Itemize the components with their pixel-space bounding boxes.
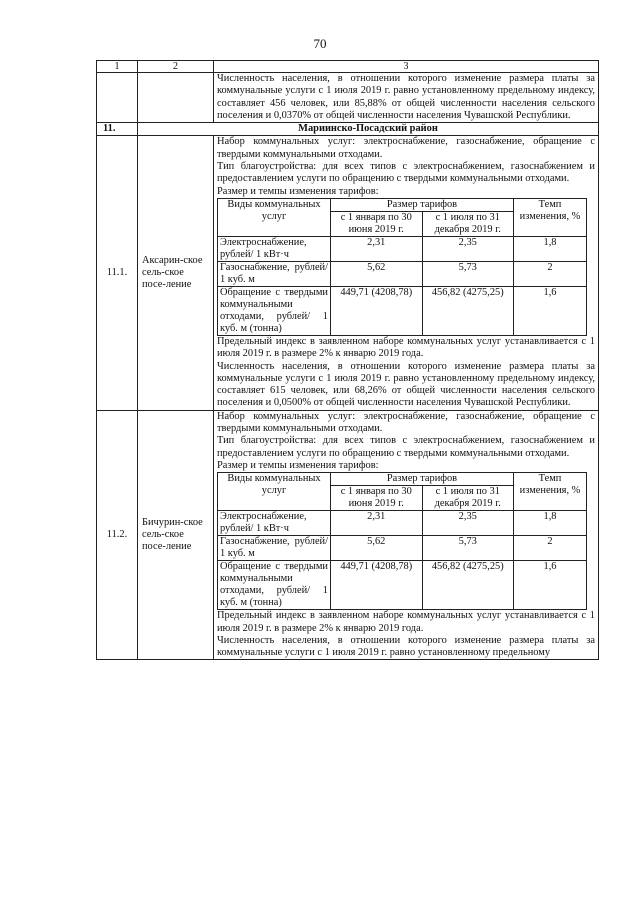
entry-content (214, 410, 599, 660)
index-text: Предельный индекс в заявленном наборе коммунальных услуг устанавливается с 1 июля 2019 г. в размере 2% к январю 2019 года. (217, 610, 595, 634)
settlement-name: Аксарин-ское сель-ское посе-ление (138, 136, 214, 410)
tariff-row (218, 536, 587, 561)
header-col-1: 1 (97, 61, 138, 73)
tariff-p2: 456,82 (4275,25) (422, 561, 514, 610)
tariff-rate: 2 (514, 261, 587, 286)
tariff-p1: 2,31 (331, 511, 423, 536)
head-rate: Темп изменения, % (514, 473, 587, 511)
tariff-p2: 456,82 (4275,25) (422, 286, 514, 335)
service-name: Электроснабжение, рублей/ 1 кВт·ч (218, 236, 331, 261)
improvement-text: Тип благоустройства: для всех типов с электроснабжением, газоснабжением и предоставлением услуги по обращению с твердыми коммунальными отходами. (217, 161, 595, 185)
tariff-row (218, 261, 587, 286)
tariff-rate: 1,8 (514, 511, 587, 536)
head-rate: Темп изменения, % (514, 198, 587, 236)
tariff-rate: 2 (514, 536, 587, 561)
tariff-p2: 2,35 (422, 511, 514, 536)
tariff-p2: 2,35 (422, 236, 514, 261)
district-number: 11. (97, 123, 138, 136)
service-name: Электроснабжение, рублей/ 1 кВт·ч (218, 511, 331, 536)
tariff-row (218, 511, 587, 536)
main-table (96, 60, 599, 660)
continuation-row (97, 73, 599, 123)
tariff-table (217, 472, 587, 610)
tariff-p1: 449,71 (4208,78) (331, 561, 423, 610)
services-text: Набор коммунальных услуг: электроснабжение, газоснабжение, обращение с твердыми коммунальными отходами. (217, 136, 595, 160)
service-name: Газоснабжение, рублей/ 1 куб. м (218, 536, 331, 561)
district-row (97, 123, 599, 136)
header-row (97, 61, 599, 73)
head-kinds: Виды коммунальных услуг (218, 198, 331, 236)
entry-row (97, 410, 599, 660)
entry-row (97, 136, 599, 410)
tariff-p1: 449,71 (4208,78) (331, 286, 423, 335)
tariff-rate: 1,6 (514, 561, 587, 610)
settlement-name: Бичурин-ское сель-ское посе-ление (138, 410, 214, 660)
head-period-1: с 1 января по 30 июня 2019 г. (331, 211, 423, 236)
improvement-text: Тип благоустройства: для всех типов с электроснабжением, газоснабжением и предоставлением услуги по обращению с твердыми коммунальными отходами. (217, 435, 595, 459)
head-size: Размер тарифов (331, 473, 514, 486)
tariff-p1: 5,62 (331, 261, 423, 286)
head-period-1: с 1 января по 30 июня 2019 г. (331, 486, 423, 511)
service-name: Обращение с твердыми коммунальными отходами, рублей/ 1 куб. м (тонна) (218, 286, 331, 335)
head-size: Размер тарифов (331, 198, 514, 211)
head-period-2: с 1 июля по 31 декабря 2019 г. (422, 211, 514, 236)
continuation-text: Численность населения, в отношении которого изменение размера платы за коммунальные услуги с 1 июля 2019 г. равно установленному предельному индексу, составляет 456 человек, или 85,88% от общей численности населения сельского поселения и 0,0370% от общей численности населения Чувашской Республики. (214, 73, 599, 123)
tariff-rate: 1,8 (514, 236, 587, 261)
header-col-2: 2 (138, 61, 214, 73)
population-text: Численность населения, в отношении которого изменение размера платы за коммунальные услуги с 1 июля 2019 г. равно установленному предельному (217, 634, 595, 659)
tariff-row (218, 236, 587, 261)
entry-content (214, 136, 599, 410)
tariff-p2: 5,73 (422, 261, 514, 286)
tariff-row (218, 286, 587, 335)
service-name: Газоснабжение, рублей/ 1 куб. м (218, 261, 331, 286)
tariff-p1: 5,62 (331, 536, 423, 561)
tariff-p2: 5,73 (422, 536, 514, 561)
page-number: 70 (313, 36, 327, 51)
head-kinds: Виды коммунальных услуг (218, 473, 331, 511)
services-text: Набор коммунальных услуг: электроснабжение, газоснабжение, обращение с твердыми коммунальными отходами. (217, 410, 595, 435)
tariffs-title: Размер и темпы изменения тарифов: (217, 459, 379, 471)
tariff-row (218, 561, 587, 610)
service-name: Обращение с твердыми коммунальными отходами, рублей/ 1 куб. м (тонна) (218, 561, 331, 610)
district-name: Мариинско-Посадский район (138, 123, 599, 136)
entry-number: 11.2. (97, 410, 138, 660)
tariff-rate: 1,6 (514, 286, 587, 335)
population-text: Численность населения, в отношении которого изменение размера платы за коммунальные услуги с 1 июля 2019 г. равно установленному предельному индексу, составляет 615 человек, или 68,26% от общей численности населения сельского поселения и 0,0500% от общей численности населения Чувашской Республики. (217, 360, 595, 409)
tariff-p1: 2,31 (331, 236, 423, 261)
document-table-frame (96, 60, 599, 835)
head-period-2: с 1 июля по 31 декабря 2019 г. (422, 486, 514, 511)
entry-number: 11.1. (97, 136, 138, 410)
tariff-table (217, 198, 587, 336)
index-text: Предельный индекс в заявленном наборе коммунальных услуг устанавливается с 1 июля 2019 г. в размере 2% к январю 2019 года. (217, 335, 595, 360)
header-col-3: 3 (214, 61, 599, 73)
tariffs-title: Размер и темпы изменения тарифов: (217, 185, 379, 197)
